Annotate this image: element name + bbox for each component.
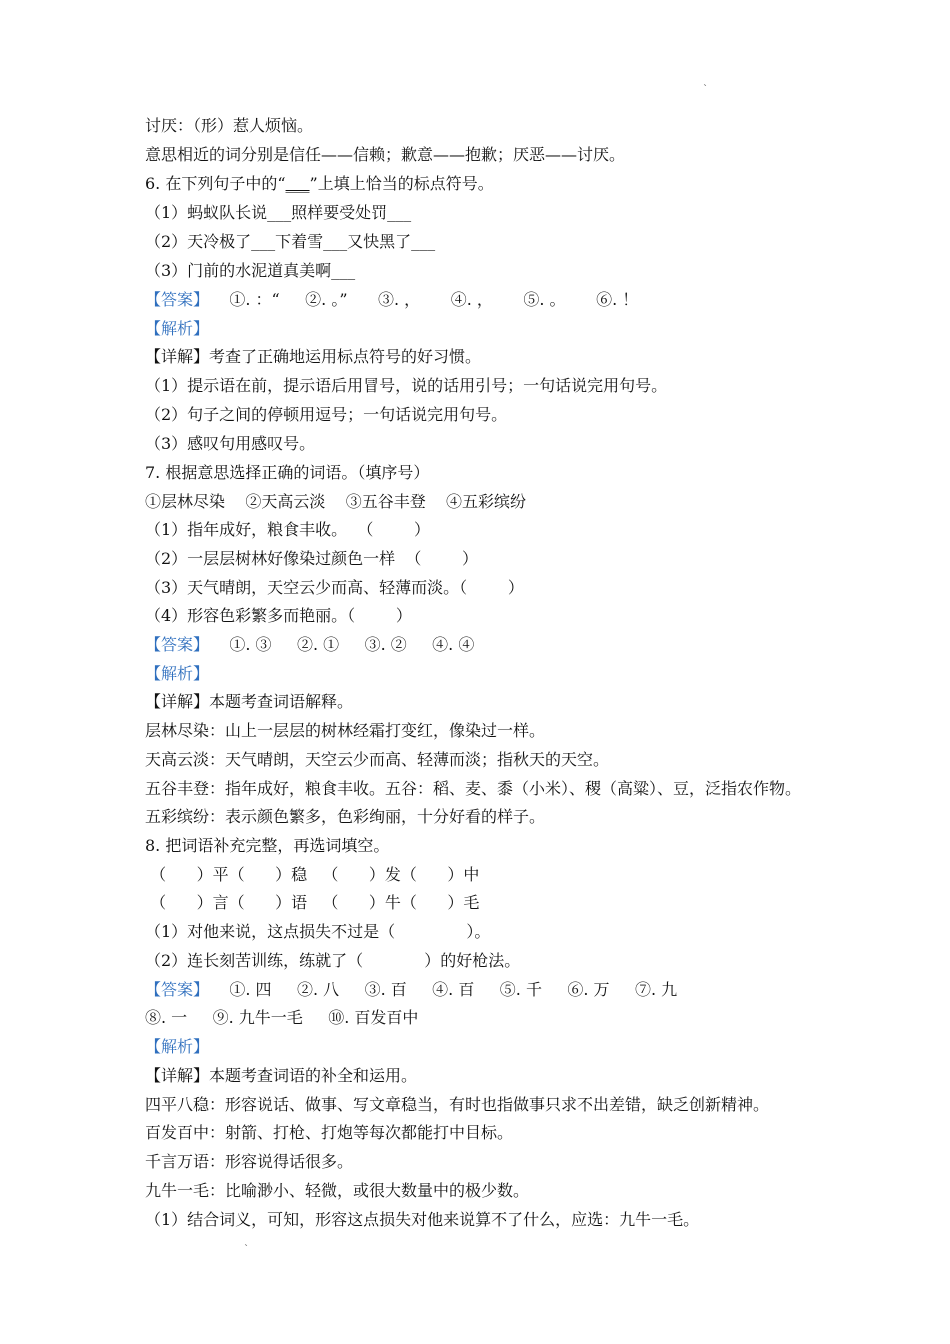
text-line: （2）一层层树林好像染过颜色一样 （ ） (145, 549, 479, 568)
text-line: 九牛一毛：比喻渺小、轻微，或很大数量中的极少数。 (145, 1181, 530, 1200)
text-line: 五谷丰登：指年成好，粮食丰收。五谷：稻、麦、黍（小米）、稷（高粱）、豆，泛指农作物。 (145, 779, 802, 798)
text-line: （1）结合词义，可知，形容这点损失对他来说算不了什么，应选：九牛一毛。 (145, 1210, 700, 1229)
analysis-tag: 【解析】 (145, 664, 210, 683)
text-line: （1）提示语在前，提示语后用冒号，说的话用引号；一句话说完用句号。 (145, 376, 668, 395)
text-line: 四平八稳：形容说话、做事、写文章稳当，有时也指做事只求不出差错，缺乏创新精神。 (145, 1095, 770, 1114)
text-line: 【详解】考查了正确地运用标点符号的好习惯。 (145, 347, 482, 366)
text-line: （3）感叹句用感叹号。 (145, 434, 316, 453)
text-line: （3）天气晴朗，天空云少而高、轻薄而淡。（ ） (145, 578, 524, 597)
answer-line: 【答案】 ①. ：“ ②. 。” ③. ， ④. ， ⑤. 。 ⑥. ！ (145, 290, 639, 309)
analysis-tag: 【解析】 (145, 319, 210, 338)
text-line: （2）句子之间的停顿用逗号；一句话说完用句号。 (145, 405, 508, 424)
text-line: （1）对他来说，这点损失不过是（ ）。 (145, 922, 491, 941)
text-line: 百发百中：射箭、打枪、打炮等每次都能打中目标。 (145, 1123, 514, 1142)
header-mark: ` (703, 84, 708, 95)
text-line: （2）天冷极了___下着雪___又快黑了___ (145, 232, 436, 251)
answer-tag: 【答案】 (145, 980, 210, 999)
text-line: （1）蚂蚁队长说___照样要受处罚___ (145, 203, 412, 222)
text-line: （2）连长刻苦训练，练就了（ ）的好枪法。 (145, 951, 521, 970)
answer-tag: 【答案】 (145, 290, 210, 309)
footer-mark: ` (244, 1244, 249, 1255)
text-line: 天高云淡：天气晴朗，天空云少而高、轻薄而淡；指秋天的天空。 (145, 750, 610, 769)
question-8-title: 8. 把词语补充完整，再选词填空。 (145, 836, 390, 855)
text-line: （4）形容色彩繁多而艳丽。（ ） (145, 606, 412, 625)
text-line: （3）门前的水泥道真美啊___ (145, 261, 356, 280)
text-line: （ ）平（ ）稳 （ ）发（ ）中 (145, 865, 480, 884)
analysis-tag: 【解析】 (145, 1037, 210, 1056)
text-line: 【详解】本题考查词语解释。 (145, 692, 354, 711)
text-line: 千言万语：形容说得话很多。 (145, 1152, 354, 1171)
text-line: ⑧. 一 ⑨. 九牛一毛 ⑩. 百发百中 (145, 1008, 419, 1027)
question-6-title: 6. 在下列句子中的“___”上填上恰当的标点符号。 (145, 174, 494, 193)
text-line: （1）指年成好，粮食丰收。 （ ） (145, 520, 431, 539)
answer-line: 【答案】 ①. ③ ②. ① ③. ② ④. ④ (145, 635, 475, 654)
text-line: 五彩缤纷：表示颜色繁多，色彩绚丽，十分好看的样子。 (145, 807, 546, 826)
text-line: 讨厌：（形）惹人烦恼。 (145, 116, 314, 135)
text-line: （ ）言（ ）语 （ ）牛（ ）毛 (145, 893, 480, 912)
text-line: 意思相近的词分别是信任——信赖；歉意——抱歉；厌恶——讨厌。 (145, 145, 626, 164)
text-line: ①层林尽染 ②天高云淡 ③五谷丰登 ④五彩缤纷 (145, 492, 527, 511)
text-line: 【详解】本题考查词语的补全和运用。 (145, 1066, 418, 1085)
text-line: 层林尽染：山上一层层的树林经霜打变红，像染过一样。 (145, 721, 546, 740)
question-7-title: 7. 根据意思选择正确的词语。（填序号） (145, 463, 430, 482)
answer-tag: 【答案】 (145, 635, 210, 654)
answer-line: 【答案】 ①. 四 ②. 八 ③. 百 ④. 百 ⑤. 千 ⑥. 万 ⑦. 九 (145, 980, 678, 999)
